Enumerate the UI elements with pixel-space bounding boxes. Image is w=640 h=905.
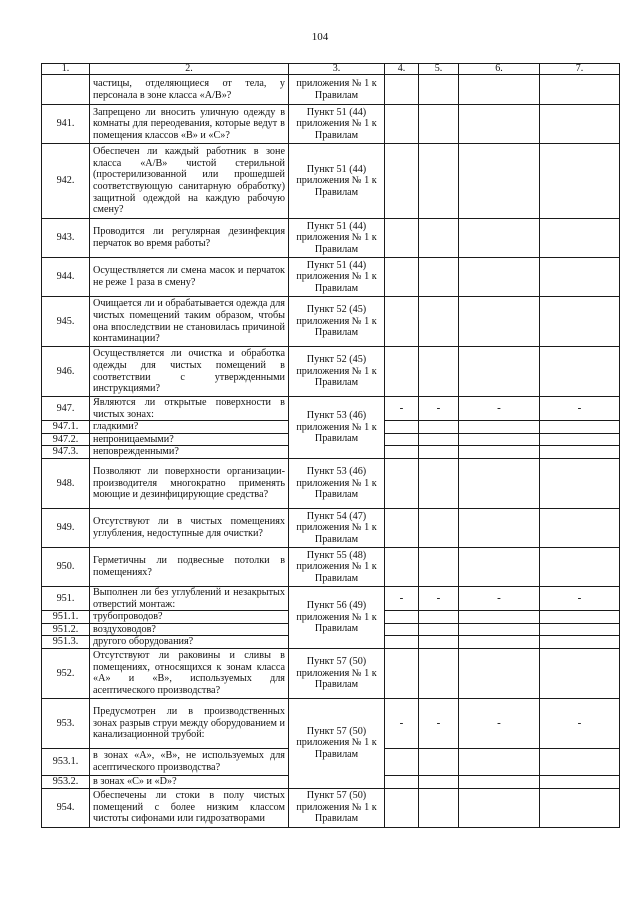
answer-cell-col-4[interactable] <box>385 258 419 297</box>
table-row <box>42 347 620 397</box>
question-text: Являются ли открытые поверхности в чистых зонах: <box>90 397 289 421</box>
answer-cell-col-7[interactable] <box>540 347 620 397</box>
answer-cell-col-6[interactable] <box>459 421 540 434</box>
answer-cell-col-4[interactable] <box>385 144 419 219</box>
answer-cell-col-6[interactable] <box>459 611 540 624</box>
question-text: Обеспечены ли стоки в полу чистых помещений с более низким классом чистоты сифонами или гидрозатворами <box>90 788 289 827</box>
question-text: неповрежденными? <box>90 446 289 459</box>
question-text: трубопроводов? <box>90 611 289 624</box>
question-text: Отсутствуют ли раковины и сливы в помещениях, относящихся к зонам класса «А» и «В», используемых для асептического производства? <box>90 648 289 698</box>
answer-cell-col-6[interactable] <box>459 446 540 459</box>
regulation-reference: Пункт 53 (46) приложения № 1 к Правилам <box>289 458 385 508</box>
table-row <box>42 508 620 547</box>
row-number: 947.2. <box>42 433 90 446</box>
row-number: 942. <box>42 144 90 219</box>
answer-cell-col-7[interactable]: - <box>540 586 620 610</box>
answer-cell-col-7[interactable] <box>540 636 620 649</box>
answer-cell-col-7[interactable] <box>540 258 620 297</box>
answer-cell-col-5[interactable]: - <box>419 586 459 610</box>
regulation-reference: Пункт 54 (47) приложения № 1 к Правилам <box>289 508 385 547</box>
answer-cell-col-4[interactable] <box>385 421 419 434</box>
table-row <box>42 144 620 219</box>
regulation-reference: Пункт 56 (49) приложения № 1 к Правилам <box>289 586 385 648</box>
regulation-reference: Пункт 51 (44) приложения № 1 к Правилам <box>289 144 385 219</box>
row-number: 947.3. <box>42 446 90 459</box>
answer-cell-col-7[interactable] <box>540 446 620 459</box>
answer-cell-col-6[interactable] <box>459 75 540 105</box>
answer-cell-col-5[interactable] <box>419 775 459 788</box>
answer-cell-col-7[interactable] <box>540 547 620 586</box>
row-number: 951.3. <box>42 636 90 649</box>
answer-cell-col-4[interactable]: - <box>385 397 419 421</box>
answer-cell-col-7[interactable] <box>540 105 620 144</box>
answer-cell-col-6[interactable] <box>459 508 540 547</box>
question-text: Отсутствуют ли в чистых помещениях углубления, недоступные для очистки? <box>90 508 289 547</box>
column-header: 1. <box>42 64 90 75</box>
answer-cell-col-7[interactable] <box>540 144 620 219</box>
answer-cell-col-4[interactable] <box>385 648 419 698</box>
answer-cell-col-5[interactable] <box>419 547 459 586</box>
answer-cell-col-6[interactable] <box>459 105 540 144</box>
answer-cell-col-4[interactable] <box>385 105 419 144</box>
row-number: 948. <box>42 458 90 508</box>
row-number: 943. <box>42 219 90 258</box>
answer-cell-col-6[interactable] <box>459 748 540 775</box>
answer-cell-col-6[interactable]: - <box>459 586 540 610</box>
answer-cell-col-6[interactable] <box>459 433 540 446</box>
answer-cell-col-4[interactable] <box>385 623 419 636</box>
question-text: Осуществляется ли смена масок и перчаток не реже 1 раза в смену? <box>90 258 289 297</box>
table-row <box>42 547 620 586</box>
regulation-reference: Пункт 52 (45) приложения № 1 к Правилам <box>289 347 385 397</box>
regulation-reference: Пункт 52 (45) приложения № 1 к Правилам <box>289 297 385 347</box>
answer-cell-col-4[interactable] <box>385 446 419 459</box>
row-number: 952. <box>42 648 90 698</box>
answer-cell-col-7[interactable] <box>540 297 620 347</box>
answer-cell-col-6[interactable]: - <box>459 397 540 421</box>
answer-cell-col-7[interactable]: - <box>540 698 620 748</box>
question-text: гладкими? <box>90 421 289 434</box>
answer-cell-col-4[interactable] <box>385 636 419 649</box>
row-number <box>42 75 90 105</box>
answer-cell-col-5[interactable] <box>419 105 459 144</box>
regulation-reference: Пункт 57 (50) приложения № 1 к Правилам <box>289 648 385 698</box>
row-number: 947. <box>42 397 90 421</box>
column-header: 6. <box>459 64 540 75</box>
regulation-reference: Пункт 51 (44) приложения № 1 к Правилам <box>289 258 385 297</box>
answer-cell-col-7[interactable] <box>540 788 620 827</box>
row-number: 950. <box>42 547 90 586</box>
answer-cell-col-4[interactable] <box>385 775 419 788</box>
answer-cell-col-6[interactable] <box>459 297 540 347</box>
answer-cell-col-6[interactable] <box>459 347 540 397</box>
answer-cell-col-7[interactable] <box>540 219 620 258</box>
question-text: Осуществляется ли очистка и обработка одежды для чистых помещений в соответствии с утвержденными инструкциями? <box>90 347 289 397</box>
answer-cell-col-5[interactable] <box>419 623 459 636</box>
question-text: в зонах «С» и «D»? <box>90 775 289 788</box>
regulation-reference: Пункт 53 (46) приложения № 1 к Правилам <box>289 397 385 459</box>
question-text: Проводится ли регулярная дезинфекция перчаток во время работы? <box>90 219 289 258</box>
answer-cell-col-5[interactable] <box>419 611 459 624</box>
answer-cell-col-6[interactable] <box>459 623 540 636</box>
column-header: 3. <box>289 64 385 75</box>
answer-cell-col-6[interactable]: - <box>459 698 540 748</box>
answer-cell-col-5[interactable] <box>419 648 459 698</box>
table-row <box>42 297 620 347</box>
answer-cell-col-7[interactable] <box>540 611 620 624</box>
answer-cell-col-5[interactable] <box>419 144 459 219</box>
answer-cell-col-5[interactable] <box>419 75 459 105</box>
row-number: 941. <box>42 105 90 144</box>
row-number: 949. <box>42 508 90 547</box>
answer-cell-col-4[interactable] <box>385 788 419 827</box>
page-number: 104 <box>311 31 329 43</box>
row-number: 953. <box>42 698 90 748</box>
answer-cell-col-4[interactable] <box>385 547 419 586</box>
answer-cell-col-4[interactable] <box>385 347 419 397</box>
answer-cell-col-5[interactable] <box>419 219 459 258</box>
row-number: 953.1. <box>42 748 90 775</box>
row-number: 944. <box>42 258 90 297</box>
table-row <box>42 788 620 827</box>
column-header: 4. <box>385 64 419 75</box>
answer-cell-col-7[interactable] <box>540 433 620 446</box>
regulation-reference: приложения № 1 к Правилам <box>289 75 385 105</box>
checklist-table <box>41 63 620 828</box>
answer-cell-col-4[interactable] <box>385 219 419 258</box>
question-text: Очищается ли и обрабатывается одежда для чистых помещений таким образом, чтобы она впоследствии не становилась причиной контаминации? <box>90 297 289 347</box>
answer-cell-col-5[interactable] <box>419 421 459 434</box>
row-number: 951. <box>42 586 90 610</box>
row-number: 954. <box>42 788 90 827</box>
answer-cell-col-5[interactable] <box>419 297 459 347</box>
row-number: 953.2. <box>42 775 90 788</box>
answer-cell-col-4[interactable]: - <box>385 698 419 748</box>
answer-cell-col-5[interactable]: - <box>419 698 459 748</box>
answer-cell-col-4[interactable] <box>385 508 419 547</box>
answer-cell-col-4[interactable] <box>385 297 419 347</box>
answer-cell-col-5[interactable] <box>419 636 459 649</box>
question-text: частицы, отделяющиеся от тела, у персонала в зоне класса «А/В»? <box>90 75 289 105</box>
answer-cell-col-5[interactable] <box>419 433 459 446</box>
answer-cell-col-7[interactable] <box>540 748 620 775</box>
question-text: Запрещено ли вносить уличную одежду в комнаты для переодевания, которые ведут в помещения классов «В» и «С»? <box>90 105 289 144</box>
answer-cell-col-7[interactable] <box>540 421 620 434</box>
question-text: Герметичны ли подвесные потолки в помещениях? <box>90 547 289 586</box>
table-row <box>42 648 620 698</box>
answer-cell-col-5[interactable] <box>419 788 459 827</box>
answer-cell-col-5[interactable]: - <box>419 397 459 421</box>
answer-cell-col-4[interactable]: - <box>385 586 419 610</box>
question-text: Выполнен ли без углублений и незакрытых отверстий монтаж: <box>90 586 289 610</box>
answer-cell-col-4[interactable] <box>385 748 419 775</box>
question-text: в зонах «А», «В», не используемых для асептического производства? <box>90 748 289 775</box>
regulation-reference: Пункт 55 (48) приложения № 1 к Правилам <box>289 547 385 586</box>
answer-cell-col-6[interactable] <box>459 219 540 258</box>
answer-cell-col-6[interactable] <box>459 547 540 586</box>
regulation-reference: Пункт 51 (44) приложения № 1 к Правилам <box>289 219 385 258</box>
answer-cell-col-6[interactable] <box>459 788 540 827</box>
column-header: 7. <box>540 64 620 75</box>
table-row <box>42 105 620 144</box>
table-row <box>42 458 620 508</box>
answer-cell-col-7[interactable] <box>540 508 620 547</box>
answer-cell-col-7[interactable]: - <box>540 397 620 421</box>
column-header: 5. <box>419 64 459 75</box>
question-text: воздуховодов? <box>90 623 289 636</box>
row-number: 951.1. <box>42 611 90 624</box>
question-text: Позволяют ли поверхности организации-производителя многократно применять моющие и дезинфицирующие средства? <box>90 458 289 508</box>
answer-cell-col-6[interactable] <box>459 258 540 297</box>
answer-cell-col-6[interactable] <box>459 775 540 788</box>
answer-cell-col-4[interactable] <box>385 433 419 446</box>
table-row <box>42 397 620 421</box>
answer-cell-col-4[interactable] <box>385 611 419 624</box>
table-row <box>42 219 620 258</box>
regulation-reference: Пункт 57 (50) приложения № 1 к Правилам <box>289 698 385 788</box>
question-text: другого оборудования? <box>90 636 289 649</box>
row-number: 947.1. <box>42 421 90 434</box>
answer-cell-col-5[interactable] <box>419 347 459 397</box>
header-row <box>42 64 620 75</box>
table-row <box>42 258 620 297</box>
answer-cell-col-6[interactable] <box>459 144 540 219</box>
row-number: 946. <box>42 347 90 397</box>
regulation-reference: Пункт 57 (50) приложения № 1 к Правилам <box>289 788 385 827</box>
answer-cell-col-7[interactable] <box>540 775 620 788</box>
row-number: 951.2. <box>42 623 90 636</box>
answer-cell-col-6[interactable] <box>459 636 540 649</box>
table-row <box>42 586 620 610</box>
answer-cell-col-5[interactable] <box>419 748 459 775</box>
answer-cell-col-6[interactable] <box>459 648 540 698</box>
answer-cell-col-7[interactable] <box>540 623 620 636</box>
answer-cell-col-5[interactable] <box>419 458 459 508</box>
question-text: непроницаемыми? <box>90 433 289 446</box>
answer-cell-col-7[interactable] <box>540 75 620 105</box>
answer-cell-col-5[interactable] <box>419 446 459 459</box>
answer-cell-col-6[interactable] <box>459 458 540 508</box>
question-text: Предусмотрен ли в производственных зонах разрыв струи между оборудованием и канализационной трубой: <box>90 698 289 748</box>
answer-cell-col-4[interactable] <box>385 458 419 508</box>
answer-cell-col-5[interactable] <box>419 508 459 547</box>
row-number: 945. <box>42 297 90 347</box>
question-text: Обеспечен ли каждый работник в зоне класса «А/В» чистой стерильной (простерилизованной или прошедшей соответствующую санитарную обработку) защитной одеждой на каждую рабочую смену? <box>90 144 289 219</box>
table-row <box>42 75 620 105</box>
table-row <box>42 698 620 748</box>
column-header: 2. <box>90 64 289 75</box>
answer-cell-col-5[interactable] <box>419 258 459 297</box>
regulation-reference: Пункт 51 (44) приложения № 1 к Правилам <box>289 105 385 144</box>
answer-cell-col-4[interactable] <box>385 75 419 105</box>
answer-cell-col-7[interactable] <box>540 458 620 508</box>
answer-cell-col-7[interactable] <box>540 648 620 698</box>
